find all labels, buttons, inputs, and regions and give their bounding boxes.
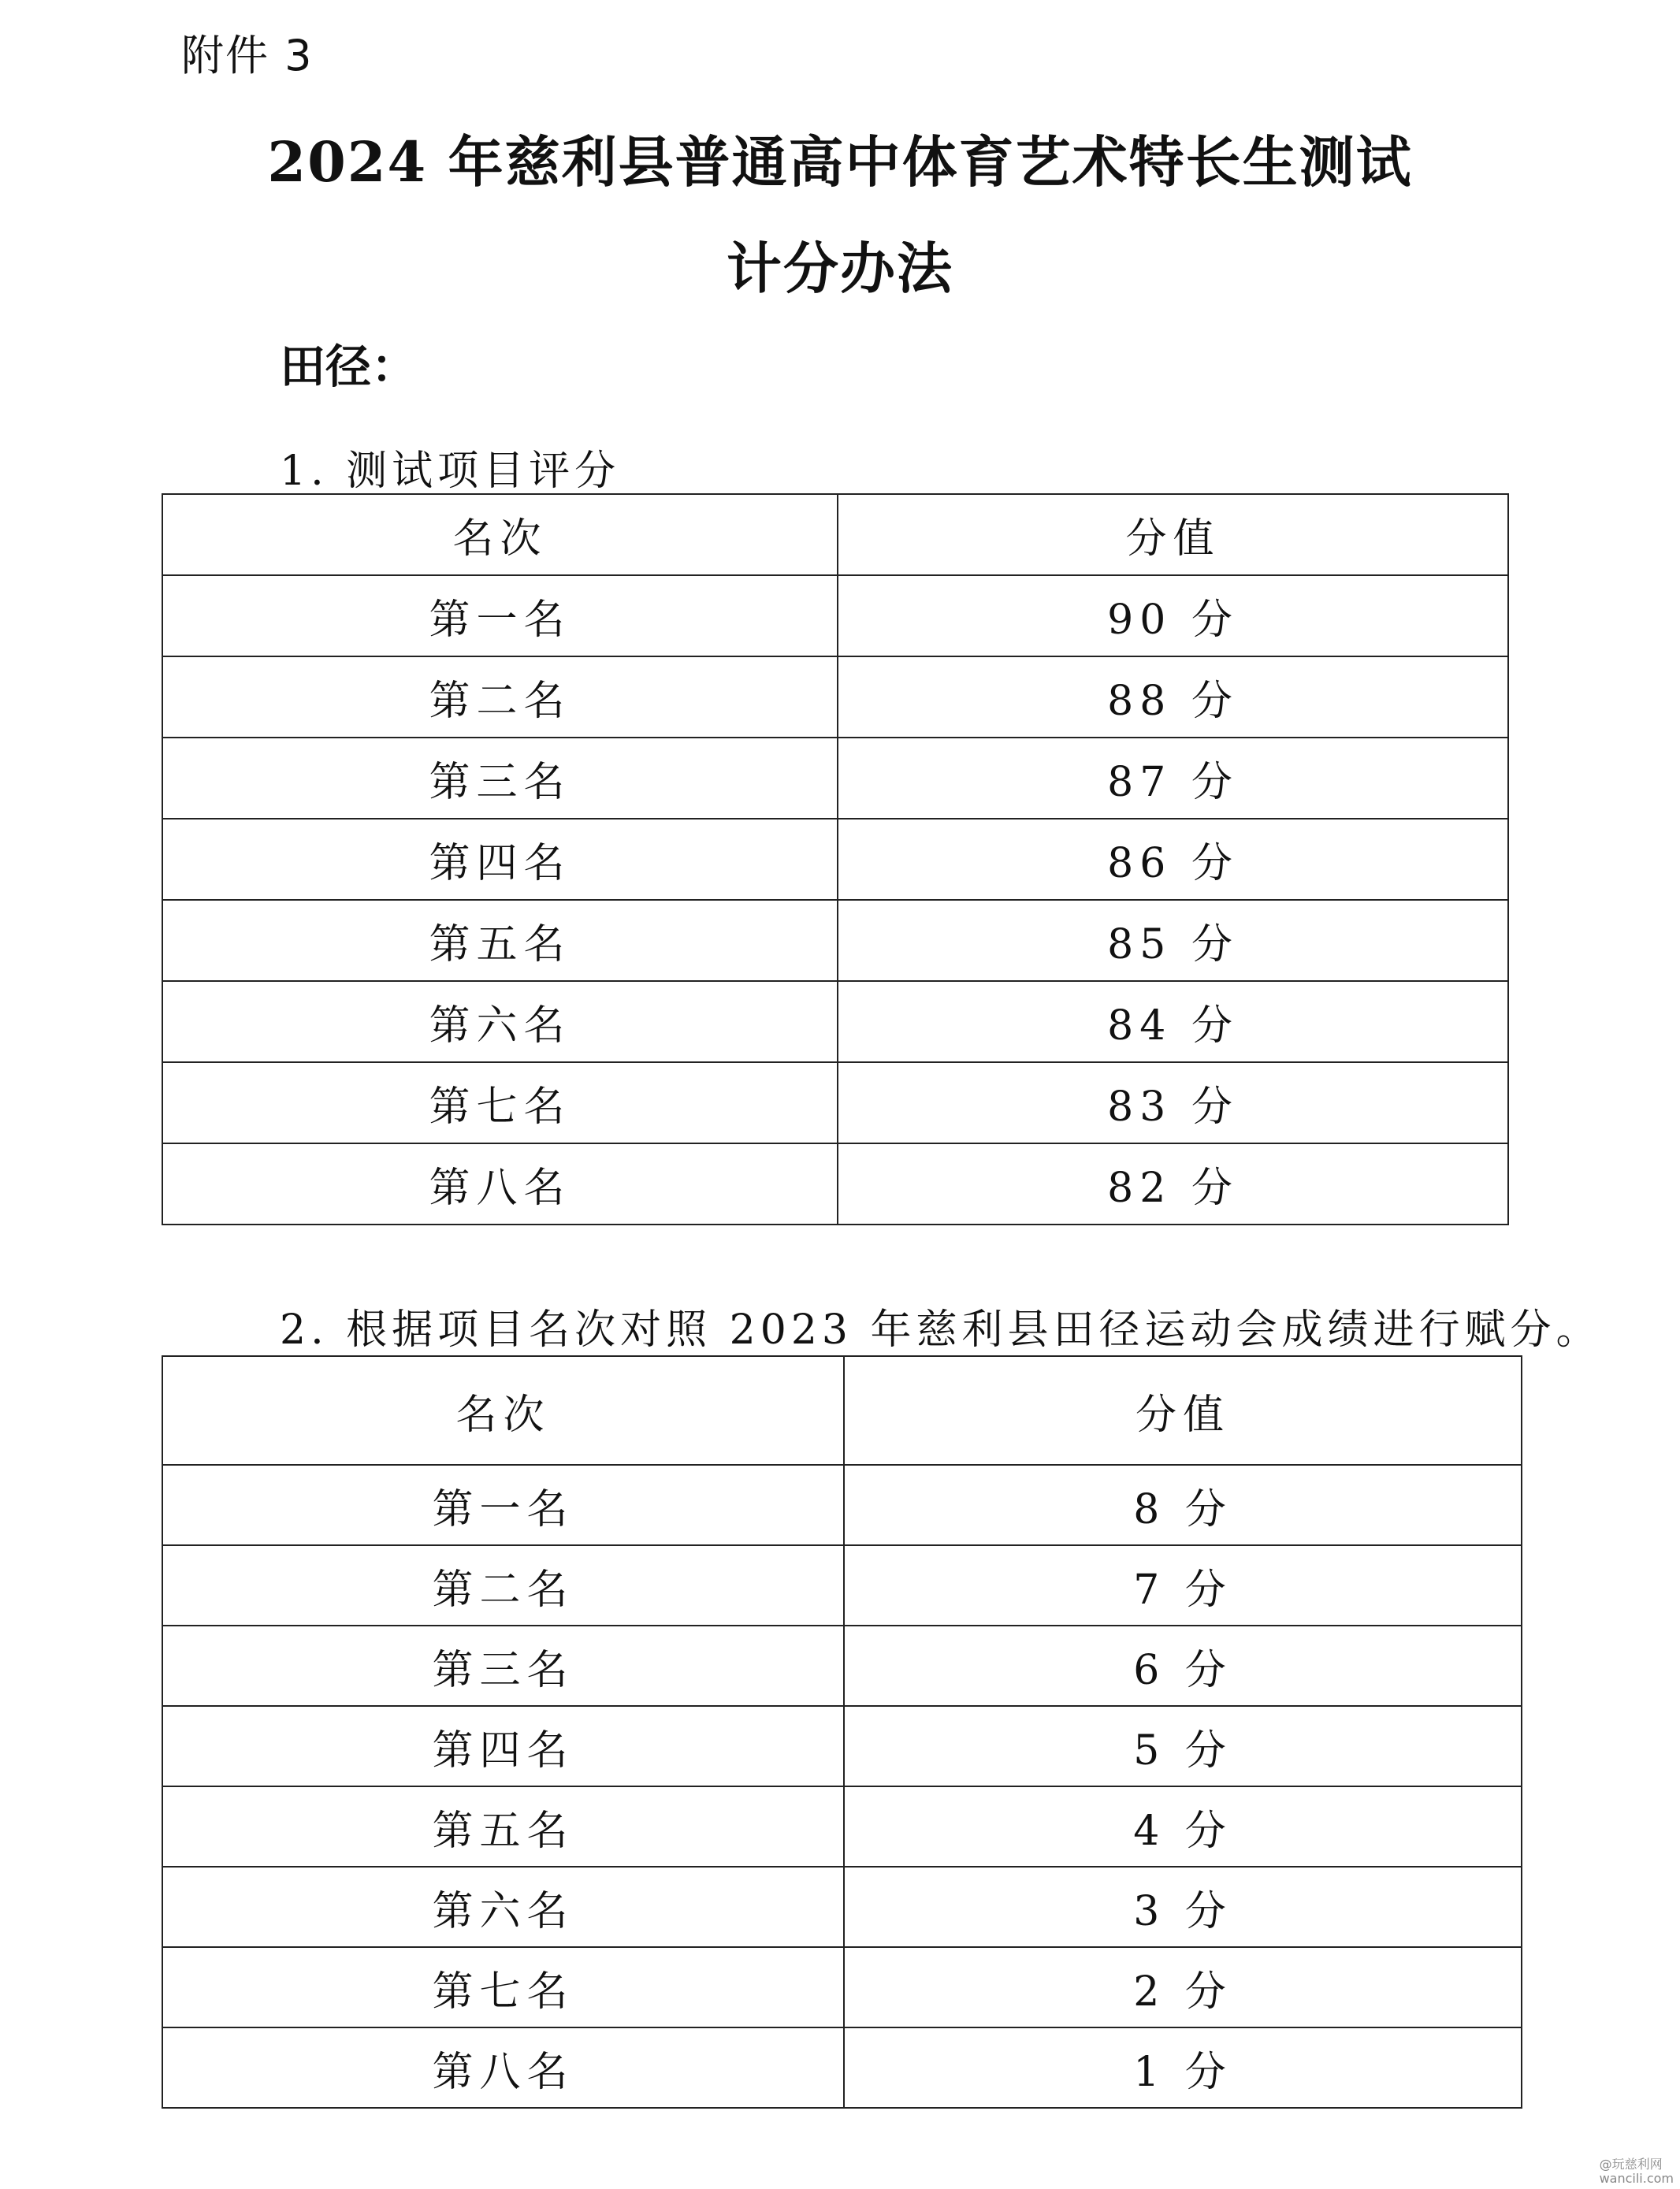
rank-cell: 第八名 xyxy=(162,2027,844,2108)
table-row xyxy=(162,1867,1522,1947)
table-row xyxy=(162,1706,1522,1786)
table-row xyxy=(162,1786,1522,1867)
rank-cell: 第一名 xyxy=(162,575,838,656)
rank-cell: 第二名 xyxy=(162,1545,844,1626)
watermark-line-2: wancili.com xyxy=(1599,2171,1674,2186)
table-row xyxy=(162,1947,1522,2027)
score-cell: 2 分 xyxy=(844,1947,1522,2027)
score-cell: 7 分 xyxy=(844,1545,1522,1626)
table-row xyxy=(162,1465,1522,1545)
table-row xyxy=(162,819,1508,900)
rank-cell: 第五名 xyxy=(162,1786,844,1867)
table-row xyxy=(162,981,1508,1062)
score-cell: 6 分 xyxy=(844,1626,1522,1706)
score-cell: 3 分 xyxy=(844,1867,1522,1947)
score-cell: 1 分 xyxy=(844,2027,1522,2108)
table-row xyxy=(162,1143,1508,1225)
score-cell: 88 分 xyxy=(838,656,1508,738)
score-table-2 xyxy=(162,1355,1522,2109)
table-row xyxy=(162,1545,1522,1626)
document-title-line-1: 2024 年慈利县普通高中体育艺术特长生测试 xyxy=(267,129,1413,195)
section-heading: 田径： xyxy=(280,340,418,393)
rank-cell: 第五名 xyxy=(162,900,838,981)
score-table-1 xyxy=(162,493,1509,1225)
table-header-row xyxy=(162,1356,1522,1465)
score-cell: 83 分 xyxy=(838,1062,1508,1143)
table-row xyxy=(162,2027,1522,2108)
rank-cell: 第八名 xyxy=(162,1143,838,1225)
score-cell: 8 分 xyxy=(844,1465,1522,1545)
attachment-label: 附件 3 xyxy=(181,31,314,80)
table-row xyxy=(162,1626,1522,1706)
header-rank: 名次 xyxy=(162,1356,844,1465)
document-title-line-2: 计分办法 xyxy=(727,236,953,301)
score-cell: 90 分 xyxy=(838,575,1508,656)
rank-cell: 第三名 xyxy=(162,1626,844,1706)
header-score: 分值 xyxy=(844,1356,1522,1465)
header-rank: 名次 xyxy=(162,494,838,575)
score-cell: 84 分 xyxy=(838,981,1508,1062)
rank-cell: 第三名 xyxy=(162,738,838,819)
rank-cell: 第一名 xyxy=(162,1465,844,1545)
score-cell: 5 分 xyxy=(844,1706,1522,1786)
table-row xyxy=(162,738,1508,819)
watermark-line-1: @玩慈利网 xyxy=(1599,2157,1663,2172)
table1-caption: 1. 测试项目评分 xyxy=(280,448,621,495)
rank-cell: 第四名 xyxy=(162,1706,844,1786)
table-row xyxy=(162,1062,1508,1143)
header-score: 分值 xyxy=(838,494,1508,575)
table-header-row xyxy=(162,494,1508,575)
rank-cell: 第六名 xyxy=(162,1867,844,1947)
table-row xyxy=(162,900,1508,981)
rank-cell: 第二名 xyxy=(162,656,838,738)
score-cell: 82 分 xyxy=(838,1143,1508,1225)
table-row xyxy=(162,575,1508,656)
rank-cell: 第七名 xyxy=(162,1062,838,1143)
table-row xyxy=(162,656,1508,738)
score-cell: 87 分 xyxy=(838,738,1508,819)
score-cell: 4 分 xyxy=(844,1786,1522,1867)
site-watermark xyxy=(1600,2157,1674,2186)
rank-cell: 第七名 xyxy=(162,1947,844,2027)
rank-cell: 第四名 xyxy=(162,819,838,900)
score-cell: 86 分 xyxy=(838,819,1508,900)
table2-caption: 2. 根据项目名次对照 2023 年慈利县田径运动会成绩进行赋分。 xyxy=(280,1306,1602,1354)
score-cell: 85 分 xyxy=(838,900,1508,981)
rank-cell: 第六名 xyxy=(162,981,838,1062)
